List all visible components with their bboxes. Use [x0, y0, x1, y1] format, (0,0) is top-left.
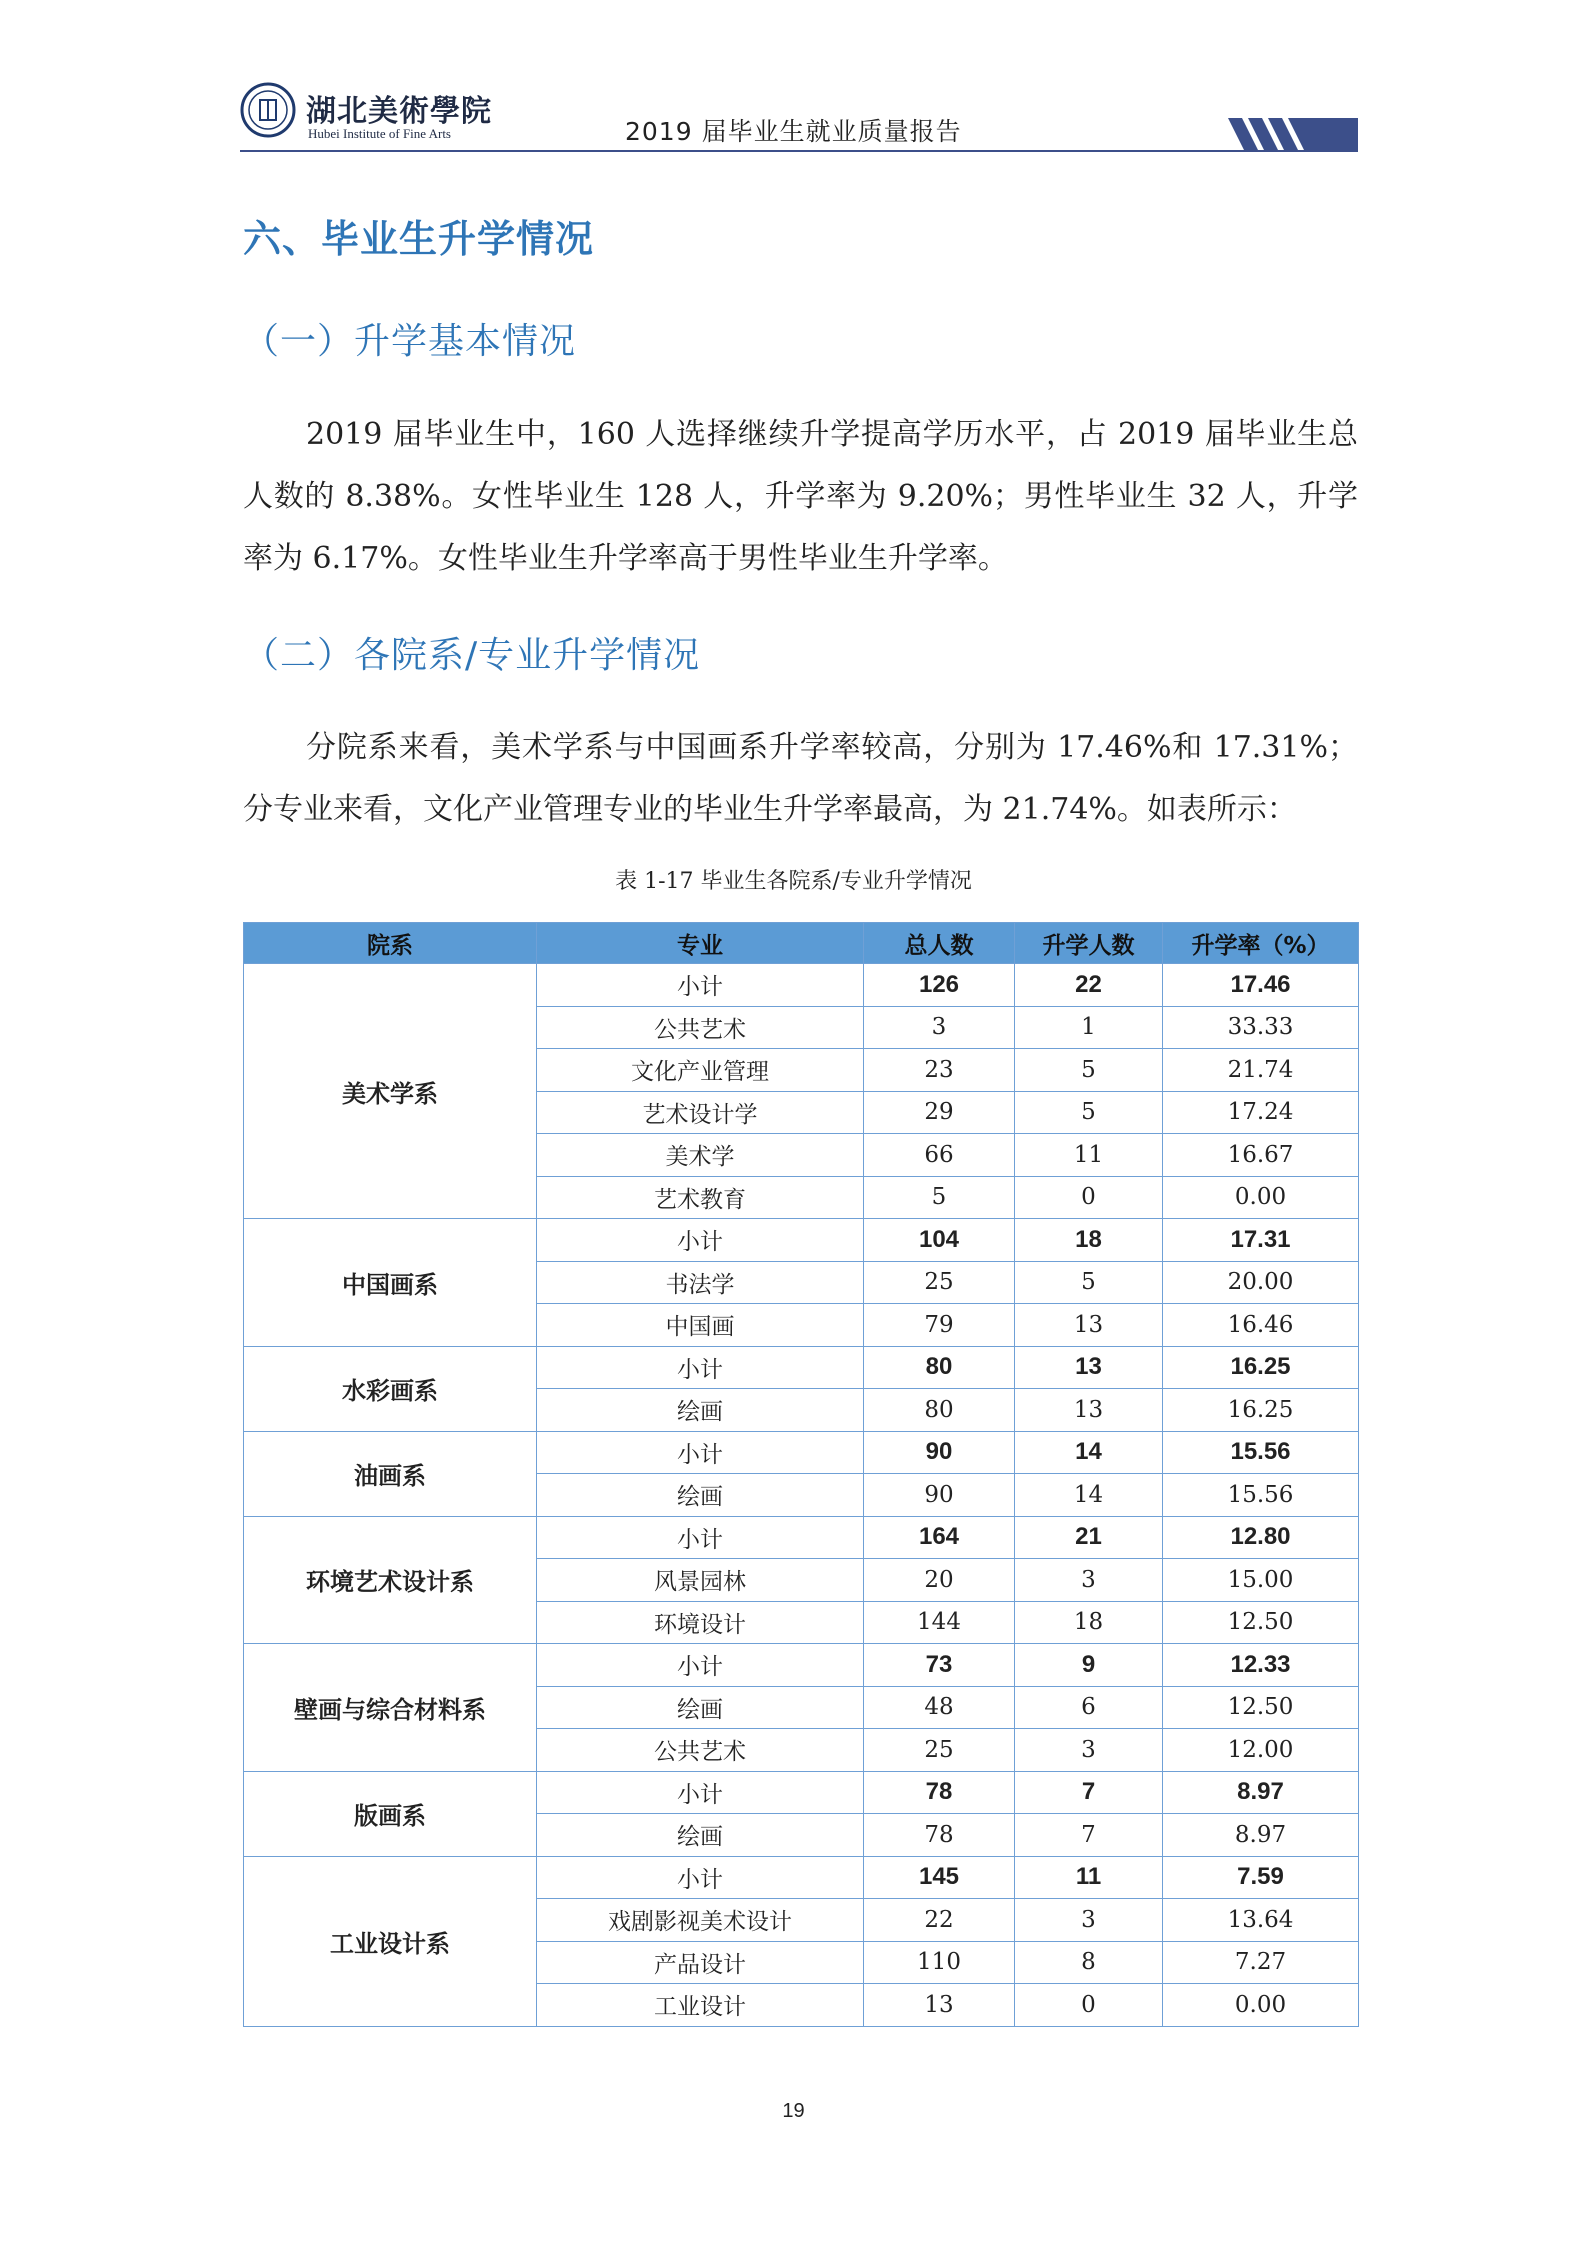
value-cell: 7.27 [1163, 1941, 1359, 1984]
major-cell: 小计 [537, 1346, 864, 1389]
value-cell: 5 [1015, 1091, 1163, 1134]
column-header: 升学率（%） [1163, 923, 1359, 964]
value-cell: 17.24 [1163, 1091, 1359, 1134]
major-cell: 小计 [537, 1431, 864, 1474]
value-cell: 7 [1015, 1814, 1163, 1857]
value-cell: 15.00 [1163, 1559, 1359, 1602]
value-cell: 13.64 [1163, 1899, 1359, 1942]
value-cell: 1 [1015, 1006, 1163, 1049]
table-caption: 表 1-17 毕业生各院系/专业升学情况 [615, 869, 972, 894]
page-header [240, 82, 1358, 154]
value-cell: 15.56 [1163, 1431, 1359, 1474]
school-name-en: Hubei Institute of Fine Arts [308, 126, 451, 141]
table-row [244, 1431, 1359, 1474]
value-cell: 6 [1015, 1686, 1163, 1729]
value-cell: 3 [864, 1006, 1015, 1049]
value-cell: 29 [864, 1091, 1015, 1134]
value-cell: 5 [864, 1176, 1015, 1219]
value-cell: 13 [864, 1984, 1015, 2027]
major-cell: 戏剧影视美术设计 [537, 1899, 864, 1942]
department-cell: 油画系 [244, 1431, 537, 1516]
value-cell: 90 [864, 1474, 1015, 1517]
value-cell: 21.74 [1163, 1049, 1359, 1092]
major-cell: 小计 [537, 1856, 864, 1899]
major-cell: 书法学 [537, 1261, 864, 1304]
value-cell: 48 [864, 1686, 1015, 1729]
department-cell: 水彩画系 [244, 1346, 537, 1431]
value-cell: 90 [864, 1431, 1015, 1474]
major-cell: 小计 [537, 1771, 864, 1814]
value-cell: 12.00 [1163, 1729, 1359, 1772]
value-cell: 79 [864, 1304, 1015, 1347]
value-cell: 21 [1015, 1516, 1163, 1559]
value-cell: 78 [864, 1771, 1015, 1814]
value-cell: 23 [864, 1049, 1015, 1092]
value-cell: 0.00 [1163, 1176, 1359, 1219]
value-cell: 33.33 [1163, 1006, 1359, 1049]
table-row [244, 964, 1359, 1007]
value-cell: 8.97 [1163, 1814, 1359, 1857]
value-cell: 15.56 [1163, 1474, 1359, 1517]
table-row [244, 1856, 1359, 1899]
paragraph-2-text: 分院系来看，美术学系与中国画系升学率较高，分别为 17.46%和 17.31%；分专业来看，文化产业管理专业的毕业生升学率最高，为 21.74%。如表所示： [243, 730, 1358, 827]
major-cell: 绘画 [537, 1474, 864, 1517]
table-row [244, 1644, 1359, 1687]
major-cell: 风景园林 [537, 1559, 864, 1602]
value-cell: 13 [1015, 1389, 1163, 1432]
column-header: 升学人数 [1015, 923, 1163, 964]
major-cell: 美术学 [537, 1134, 864, 1177]
section-title: 六、毕业生升学情况 [243, 217, 595, 261]
value-cell: 25 [864, 1729, 1015, 1772]
value-cell: 16.46 [1163, 1304, 1359, 1347]
graduate-further-study-table [243, 922, 1359, 2027]
paragraph-1-text: 2019 届毕业生中，160 人选择继续升学提高学历水平，占 2019 届毕业生总人数的 8.38%。女性毕业生 128 人，升学率为 9.20%；男性毕业生 32 人，升学率为 6.17%。女性毕业生升学率高于男性毕业生升学率。 [243, 417, 1358, 576]
value-cell: 7.59 [1163, 1856, 1359, 1899]
major-cell: 绘画 [537, 1389, 864, 1432]
table-header-row [244, 923, 1359, 964]
major-cell: 小计 [537, 1219, 864, 1262]
value-cell: 5 [1015, 1261, 1163, 1304]
report-title: 2019 届毕业生就业质量报告 [625, 117, 962, 146]
value-cell: 104 [864, 1219, 1015, 1262]
value-cell: 25 [864, 1261, 1015, 1304]
major-cell: 中国画 [537, 1304, 864, 1347]
value-cell: 12.80 [1163, 1516, 1359, 1559]
major-cell: 艺术教育 [537, 1176, 864, 1219]
value-cell: 17.31 [1163, 1219, 1359, 1262]
value-cell: 144 [864, 1601, 1015, 1644]
school-name: 湖北美術學院 [306, 94, 492, 129]
value-cell: 22 [864, 1899, 1015, 1942]
value-cell: 0 [1015, 1176, 1163, 1219]
paragraph-1 [243, 404, 1358, 590]
value-cell: 12.33 [1163, 1644, 1359, 1687]
value-cell: 8 [1015, 1941, 1163, 1984]
value-cell: 8.97 [1163, 1771, 1359, 1814]
value-cell: 20 [864, 1559, 1015, 1602]
major-cell: 工业设计 [537, 1984, 864, 2027]
value-cell: 13 [1015, 1304, 1163, 1347]
table-body [244, 964, 1359, 2027]
value-cell: 66 [864, 1134, 1015, 1177]
header-rule [240, 150, 1358, 152]
major-cell: 小计 [537, 1644, 864, 1687]
school-logo-icon [240, 82, 296, 138]
value-cell: 12.50 [1163, 1686, 1359, 1729]
value-cell: 126 [864, 964, 1015, 1007]
value-cell: 3 [1015, 1729, 1163, 1772]
department-cell: 美术学系 [244, 964, 537, 1219]
value-cell: 78 [864, 1814, 1015, 1857]
major-cell: 绘画 [537, 1814, 864, 1857]
value-cell: 16.25 [1163, 1389, 1359, 1432]
value-cell: 12.50 [1163, 1601, 1359, 1644]
department-cell: 版画系 [244, 1771, 537, 1856]
table-row [244, 1346, 1359, 1389]
value-cell: 0.00 [1163, 1984, 1359, 2027]
table-row [244, 1771, 1359, 1814]
column-header: 总人数 [864, 923, 1015, 964]
major-cell: 艺术设计学 [537, 1091, 864, 1134]
value-cell: 13 [1015, 1346, 1163, 1389]
department-cell: 壁画与综合材料系 [244, 1644, 537, 1772]
department-cell: 环境艺术设计系 [244, 1516, 537, 1644]
value-cell: 110 [864, 1941, 1015, 1984]
value-cell: 3 [1015, 1899, 1163, 1942]
value-cell: 80 [864, 1346, 1015, 1389]
major-cell: 环境设计 [537, 1601, 864, 1644]
value-cell: 18 [1015, 1601, 1163, 1644]
table-row [244, 1219, 1359, 1262]
subsection-title-1: （一）升学基本情况 [243, 321, 577, 362]
major-cell: 小计 [537, 964, 864, 1007]
column-header: 院系 [244, 923, 537, 964]
header-stripes-decoration [1228, 118, 1358, 150]
value-cell: 80 [864, 1389, 1015, 1432]
value-cell: 14 [1015, 1431, 1163, 1474]
major-cell: 公共艺术 [537, 1006, 864, 1049]
value-cell: 5 [1015, 1049, 1163, 1092]
value-cell: 16.67 [1163, 1134, 1359, 1177]
value-cell: 9 [1015, 1644, 1163, 1687]
subsection-title-2: （二）各院系/专业升学情况 [243, 635, 701, 676]
value-cell: 145 [864, 1856, 1015, 1899]
value-cell: 7 [1015, 1771, 1163, 1814]
value-cell: 11 [1015, 1134, 1163, 1177]
major-cell: 小计 [537, 1516, 864, 1559]
column-header: 专业 [537, 923, 864, 964]
value-cell: 18 [1015, 1219, 1163, 1262]
value-cell: 0 [1015, 1984, 1163, 2027]
value-cell: 3 [1015, 1559, 1163, 1602]
value-cell: 16.25 [1163, 1346, 1359, 1389]
value-cell: 73 [864, 1644, 1015, 1687]
value-cell: 11 [1015, 1856, 1163, 1899]
value-cell: 20.00 [1163, 1261, 1359, 1304]
major-cell: 公共艺术 [537, 1729, 864, 1772]
value-cell: 164 [864, 1516, 1015, 1559]
paragraph-2 [243, 717, 1358, 841]
table-row [244, 1516, 1359, 1559]
department-cell: 中国画系 [244, 1219, 537, 1347]
value-cell: 17.46 [1163, 964, 1359, 1007]
major-cell: 产品设计 [537, 1941, 864, 1984]
department-cell: 工业设计系 [244, 1856, 537, 2026]
major-cell: 绘画 [537, 1686, 864, 1729]
page-number: 19 [782, 2100, 805, 2122]
major-cell: 文化产业管理 [537, 1049, 864, 1092]
value-cell: 22 [1015, 964, 1163, 1007]
value-cell: 14 [1015, 1474, 1163, 1517]
